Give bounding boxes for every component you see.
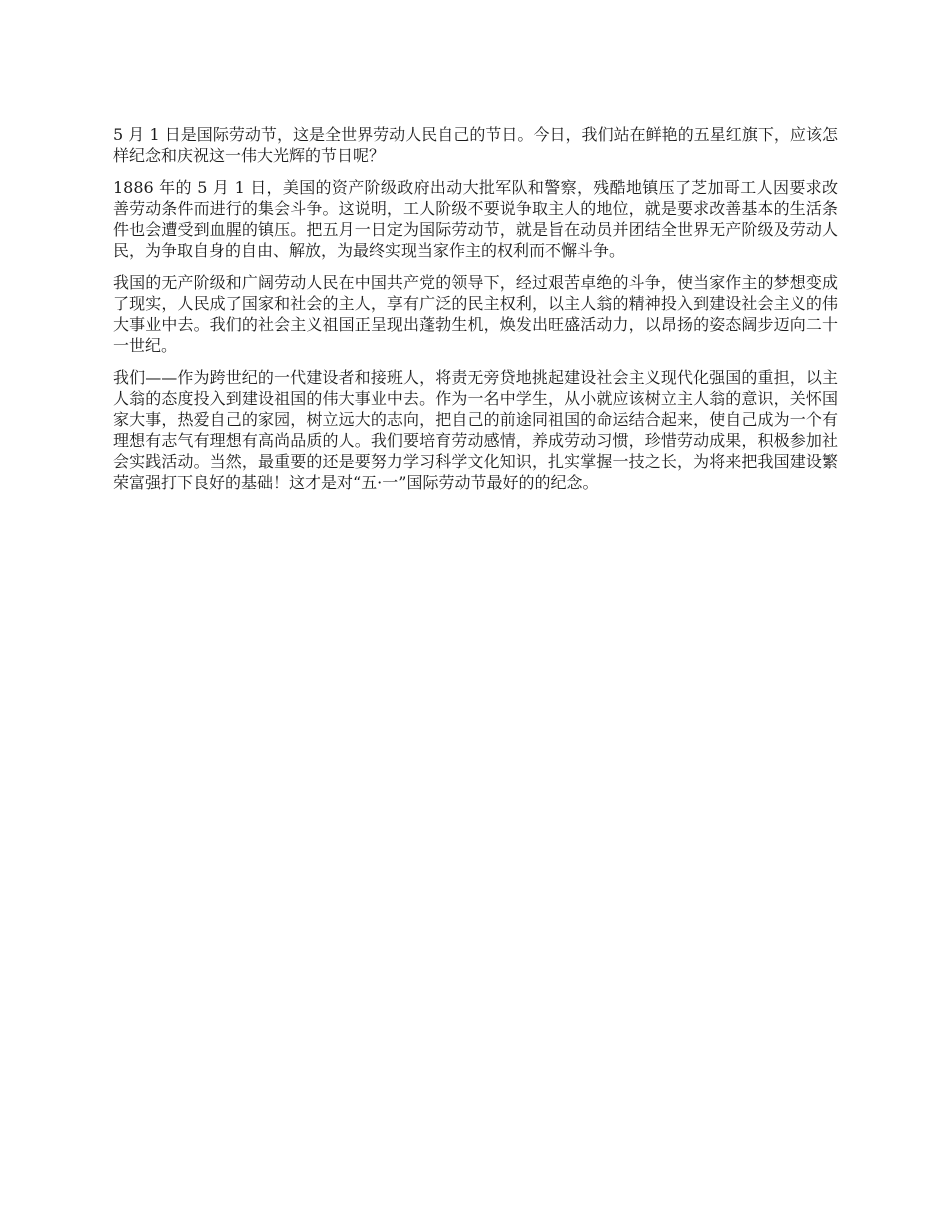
paragraph-4: 我们——作为跨世纪的一代建设者和接班人，将责无旁贷地挑起建设社会主义现代化强国的重担，以主人翁的态度投入到建设祖国的伟大事业中去。作为一名中学生，从小就应该树立主人翁的意识，关怀国家大事，热爱自己的家园，树立远大的志向，把自己的前途同祖国的命运结合起来，使自己成为一个有理想有志气有理想有高尚品质的人。我们要培育劳动感情，养成劳动习惯，珍惜劳动成果，积极参加社会实践活动。当然，最重要的还是要努力学习科学文化知识，扎实掌握一技之长，为将来把我国建设繁荣富强打下良好的基础！这才是对“五·一”国际劳动节最好的的纪念。 (113, 368, 838, 492)
document-body (113, 124, 838, 504)
paragraph-2: 1886 年的 5 月 1 日，美国的资产阶级政府出动大批军队和警察，残酷地镇压了芝加哥工人因要求改善劳动条件而进行的集会斗争。这说明，工人阶级不要说争取主人的地位，就是要求改善基本的生活条件也会遭受到血腥的镇压。把五月一日定为国际劳动节，就是旨在动员并团结全世界无产阶级及劳动人民，为争取自身的自由、解放，为最终实现当家作主的权利而不懈斗争。 (113, 178, 838, 260)
paragraph-3: 我国的无产阶级和广阔劳动人民在中国共产党的领导下，经过艰苦卓绝的斗争，使当家作主的梦想变成了现实，人民成了国家和社会的主人，享有广泛的民主权利，以主人翁的精神投入到建设社会主义的伟大事业中去。我们的社会主义祖国正呈现出蓬勃生机，焕发出旺盛活动力，以昂扬的姿态阔步迈向二十一世纪。 (113, 273, 838, 355)
paragraph-1: 5 月 1 日是国际劳动节，这是全世界劳动人民自己的节日。今日，我们站在鲜艳的五星红旗下，应该怎样纪念和庆祝这一伟大光辉的节日呢？ (113, 125, 838, 165)
